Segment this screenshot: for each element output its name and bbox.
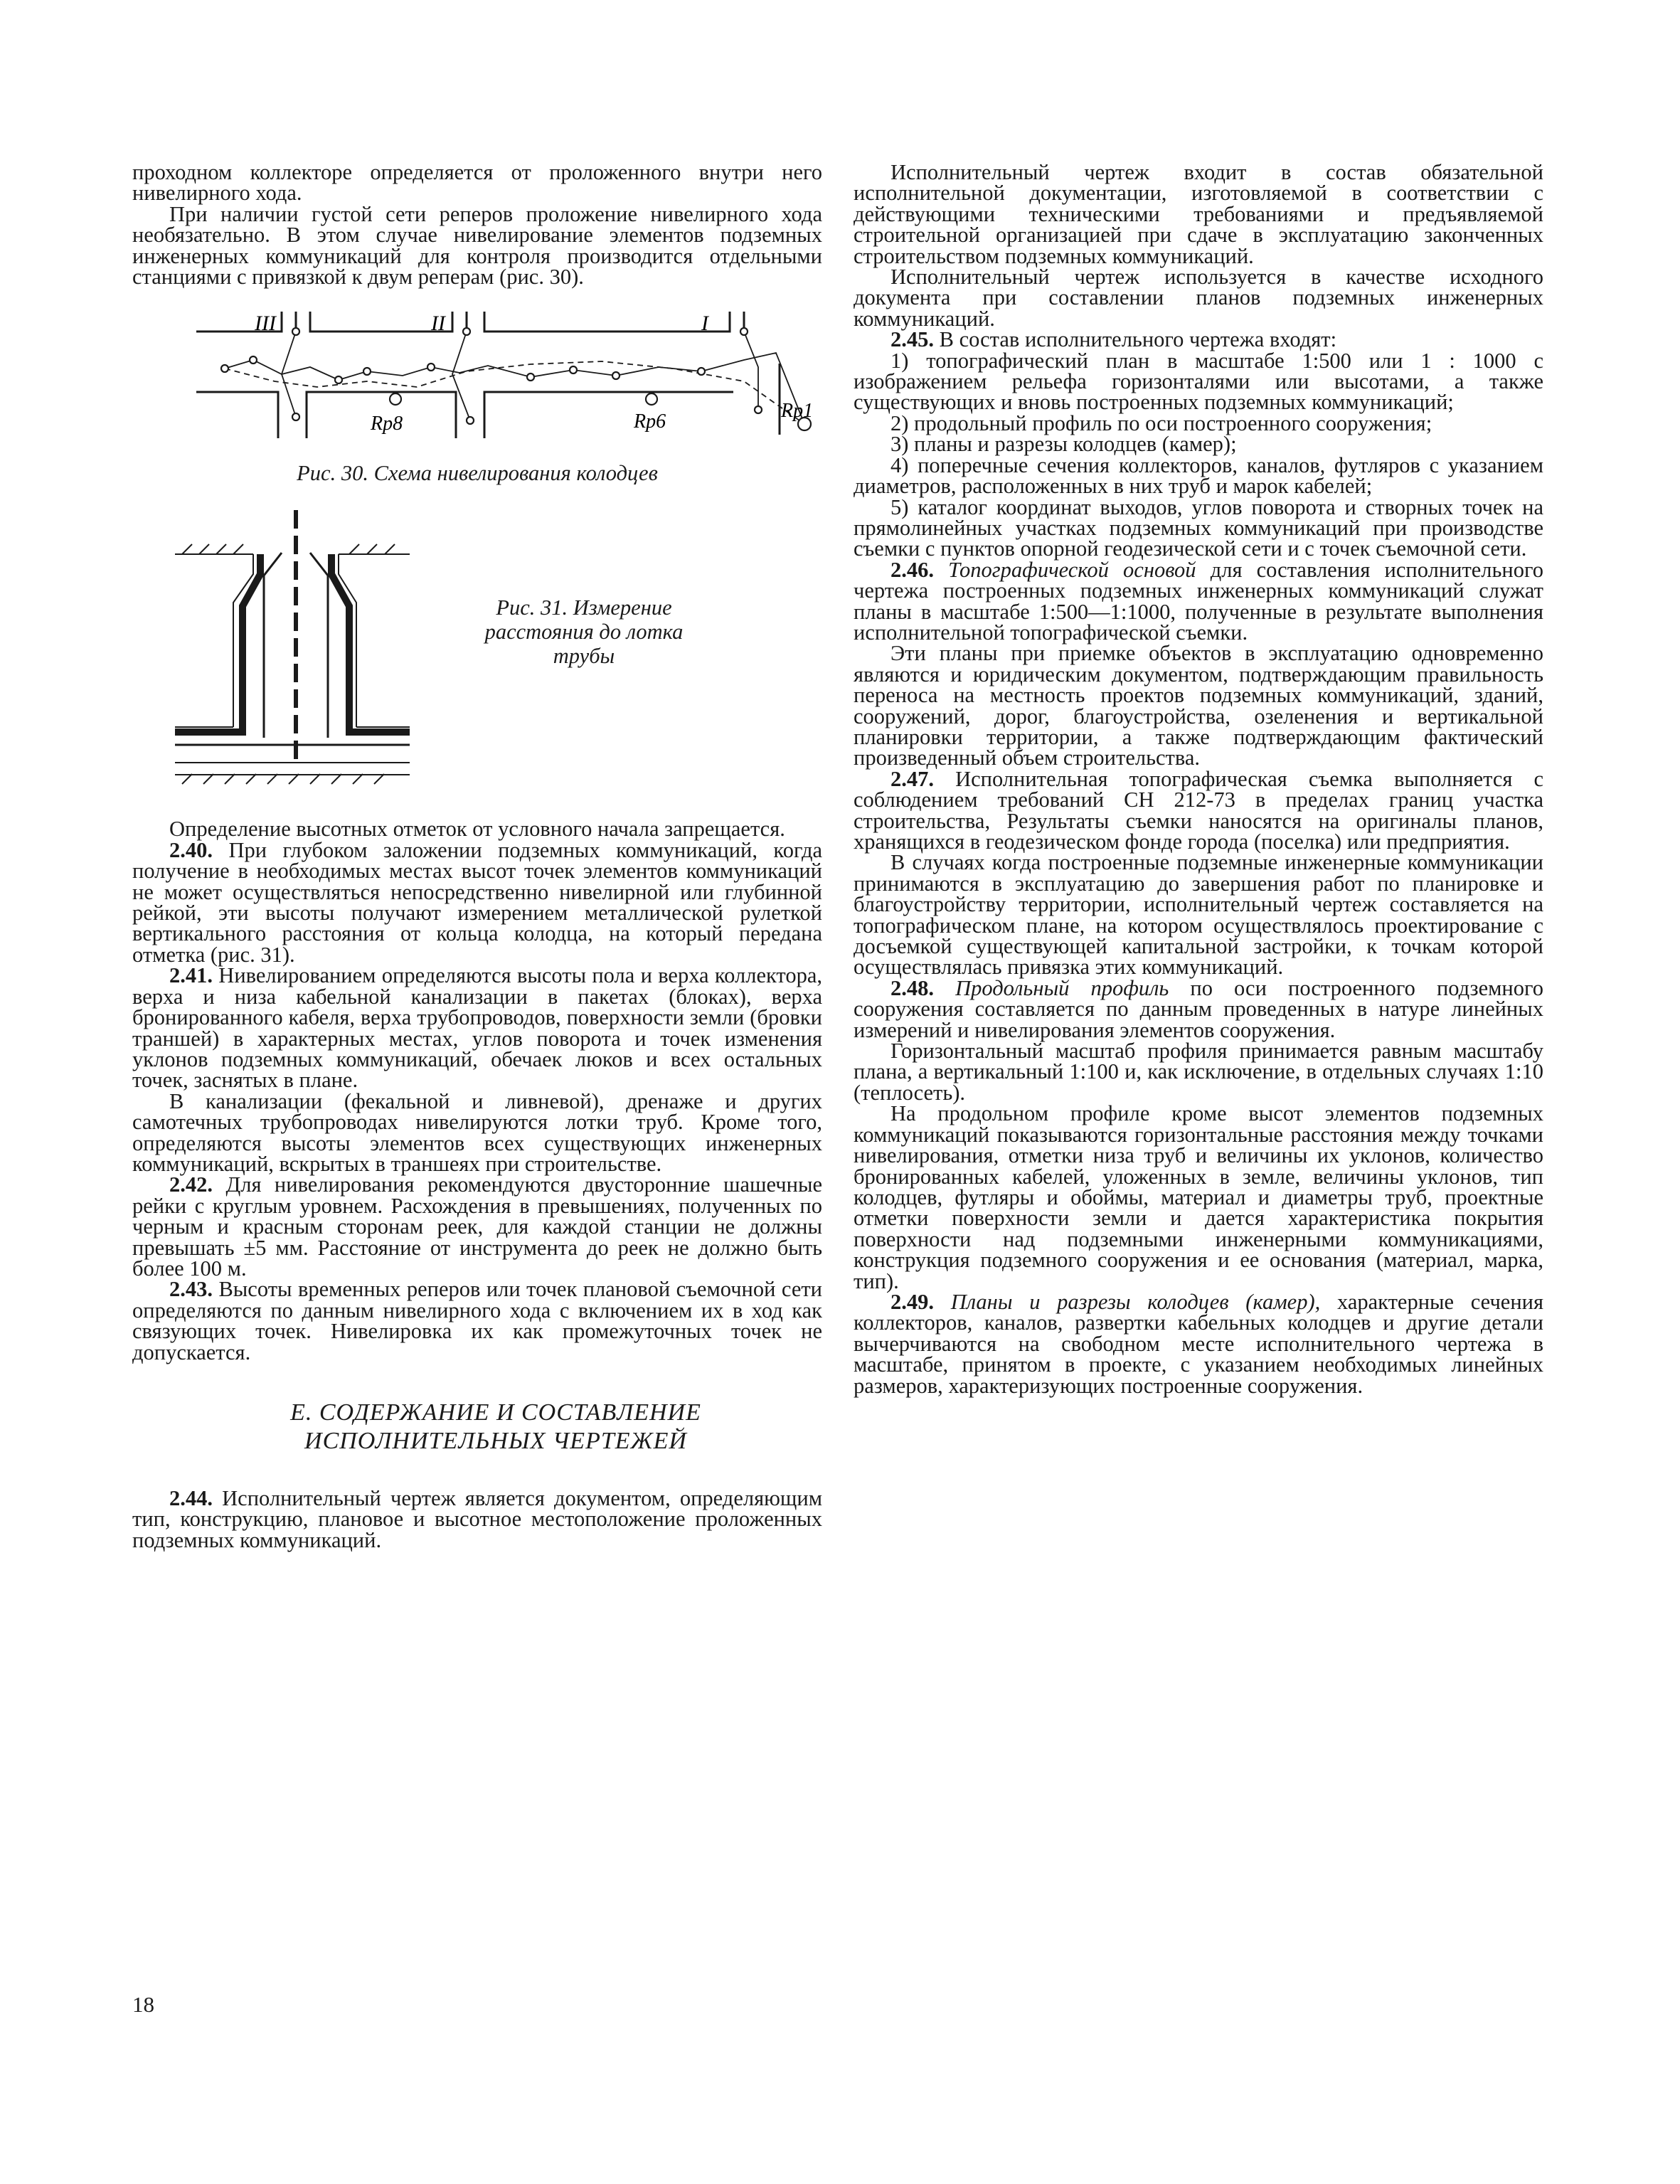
paragraph-2-40: 2.40. При глубоком заложении подземных коммуникаций, когда получение в необходимых местах высот точек элементов коммуникаций не может осуществляться непосредственно нивелирной или глубинной рейкой, эти высоты получают измерением металлической рулеткой вертикального расстояния от кольца колодца, на который передана отметка (рис. 31). <box>132 837 822 967</box>
paragraph: В случаях когда построенные подземные инженерные коммуникации принимаются в эксплуатацию до завершения работ по планировке и благоустройству территории, исполнительный чертеж составляется на топографическом плане, на котором осуществлялось проектирование с досъемкой существующей капитальной застройки, к точкам которой осуществлялась привязка этих коммуникаций. <box>854 850 1543 980</box>
paragraph-2-49: 2.49. Планы и разрезы колодцев (камер), характерные сечения коллекторов, каналов, развертки кабельных колодцев и другие детали вычерчиваются на свободном месте исполнительного чертежа в масштабе, принятом в проекте, с указанием необходимых линейных размеров, характеризующих построенные сооружения. <box>854 1289 1544 1398</box>
paragraph-2-44: 2.44. Исполнительный чертеж является документом, определяющим тип, конструкцию, плановое и высотное местоположение проложенных подземных коммуникаций. <box>132 1486 822 1552</box>
label-I: I <box>701 312 708 336</box>
paragraph: Исполнительный чертеж используется в качестве исходного документа при составлении планов подземных инженерных коммуникаций. <box>854 265 1543 331</box>
paragraph: На продольном профиле кроме высот элементов подземных коммуникаций показываются горизонтальные расстояния между точками нивелирования, отметки низа труб и величины их уклонов, количество бронированных кабелей, уложенных в земле, величины уклонов, тип колодцев, футляры и обоймы, материал и диаметры труб, проектные отметки поверхности земли и дается характеристика покрытия поверхности над подземными инженерными коммуникациями, конструкция подземного сооружения и ее основания (материал, марка, тип). <box>854 1101 1543 1293</box>
well-measurement-diagram <box>175 510 417 798</box>
paragraph-2-48: 2.48. Продольный профиль по оси построенного подземного сооружения составляется по данным проведенных в натуре линейных измерений и нивелирования элементов сооружения. <box>854 975 1544 1042</box>
paragraph: Горизонтальный масштаб профиля принимается равным масштабу плана, а вертикальный 1:100 и, как исключение, в отдельных случаях 1:10 (теплосеть). <box>854 1039 1543 1105</box>
paragraph-2-47: 2.47. Исполнительная топографическая съемка выполняется с соблюдением требований СН 212-73 в пределах границ участка строительства, Результаты съемки наносятся на оригиналы планов, хранящихся в геодезическом фонде города (поселка) или предприятия. <box>854 766 1544 854</box>
figure-31 <box>132 510 822 802</box>
list-item: 2) продольный профиль по оси построенного сооружения; <box>890 410 1432 435</box>
list-item: 3) планы и разрезы колодцев (камер); <box>890 432 1237 457</box>
figure-30 <box>132 303 822 484</box>
figure-30-caption: Рис. 30. Схема нивелирования колодцев <box>297 461 658 486</box>
label-rp8: Rp8 <box>371 413 403 435</box>
paragraph: Эти планы при приемке объектов в эксплуатацию одновременно являются и юридическим документом, подтверждающим правильность переноса на местность проектов подземных коммуникаций, зданий, сооружений, дорог, благоустройства, озеленения и вертикальной планировки территории, а также подтверждающим фактический произведенный объем строительства. <box>854 641 1543 770</box>
page-number: 18 <box>132 1992 154 2017</box>
right-column <box>854 162 1543 1396</box>
paragraph-2-46: 2.46. Топографической основой для составления исполнительного чертежа построенных подземных инженерных коммуникаций служат планы в масштабе 1:500—1:1000, полученные в результате выполнения исполнительной топографической съемки. <box>854 557 1544 645</box>
paragraph: Исполнительный чертеж входит в состав обязательной исполнительной документации, изготовляемой в соответствии с действующими техническими требованиями и предъявляемой строительной организацией при сдаче в эксплуатацию законченных строительством подземных коммуникаций. <box>854 160 1543 268</box>
figure-31-caption: Рис. 31. Измерение расстояния до лотка трубы <box>484 595 684 669</box>
paragraph-2-45: 2.45. В состав исполнительного чертежа входят: <box>890 327 1337 352</box>
leveling-scheme-diagram <box>132 303 822 452</box>
paragraph: Определение высотных отметок от условного начала запрещается. <box>169 817 785 842</box>
paragraph-2-42: 2.42. Для нивелирования рекомендуются двусторонние шашечные рейки с круглым уровнем. Расхождения в превышениях, полученных по черным и красным сторонам реек, для каждой станции не должны превышать ±5 мм. Расстояние от инструмента до реек не должно быть более 100 м. <box>132 1172 823 1281</box>
list-item: 5) каталог координат выходов, углов поворота и створных точек на прямолинейных участках подземных коммуникаций при производстве съемки с пунктов опорной геодезической сети и с точек съемочной сети. <box>854 494 1543 561</box>
paragraph: При наличии густой сети реперов проложение нивелирного хода необязательно. В этом случае нивелирование элементов подземных инженерных коммуникаций для контроля производится отдельными станциями с привязкой к двум реперам (рис. 30). <box>132 201 822 290</box>
label-III: III <box>255 312 276 336</box>
list-item: 4) поперечные сечения коллекторов, каналов, футляров с указанием диаметров, расположенных в них труб и марок кабелей; <box>854 452 1543 499</box>
left-column <box>132 162 822 1551</box>
label-II: II <box>431 312 445 336</box>
paragraph: В канализации (фекальной и ливневой), дренаже и других самотечных трубопроводах нивелируются лотки труб. Кроме того, определяются высоты элементов всех существующих инженерных коммуникаций, вскрытых в траншеях при строительстве. <box>132 1088 822 1176</box>
label-rp1: Rp1 <box>781 400 814 423</box>
paragraph: проходном коллекторе определяется от проложенного внутри него нивелирного хода. <box>132 160 822 206</box>
list-item: 1) топографический план в масштабе 1:500 или 1 : 1000 с изображением рельефа горизонталями или высотами, а также существующих и вновь построенных подземных коммуникаций; <box>854 348 1543 415</box>
label-rp6: Rp6 <box>634 410 666 433</box>
section-heading: Е. СОДЕРЖАНИЕ И СОСТАВЛЕНИЕ ИСПОЛНИТЕЛЬНЫХ ЧЕРТЕЖЕЙ <box>290 1399 701 1454</box>
paragraph-2-43: 2.43. Высоты временных реперов или точек плановой съемочной сети определяются по данным нивелирного хода с включением их в ход как связующих точек. Нивелировка их как промежуточных точек не допускается. <box>132 1277 823 1364</box>
paragraph-2-41: 2.41. Нивелированием определяются высоты пола и верха коллектора, верха и низа кабельной канализации в пакетах (блоках), верха бронированного кабеля, верха трубопроводов, поверхности земли (бровки траншей) в характерных местах, углов поворота и точек изменения уклонов подземных коммуникаций, обечаек люков и всех остальных точек, заснятых в плане. <box>132 963 822 1093</box>
